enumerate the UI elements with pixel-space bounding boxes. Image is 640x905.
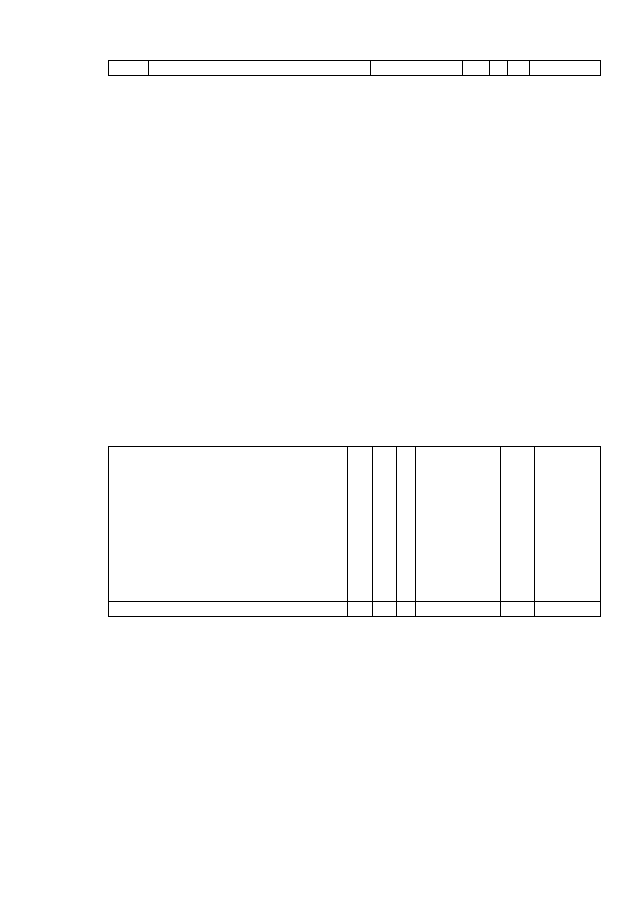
continuation-table-header [108, 60, 601, 76]
header-target-article [418, 452, 498, 597]
total-row [108, 617, 601, 643]
column-numbers-row [108, 602, 601, 617]
expenditure-table [108, 446, 601, 643]
expenditure-table-header [108, 446, 601, 602]
header-expense-group [502, 452, 532, 597]
continuation-table [108, 60, 601, 76]
expenditure-table-body [108, 617, 601, 643]
